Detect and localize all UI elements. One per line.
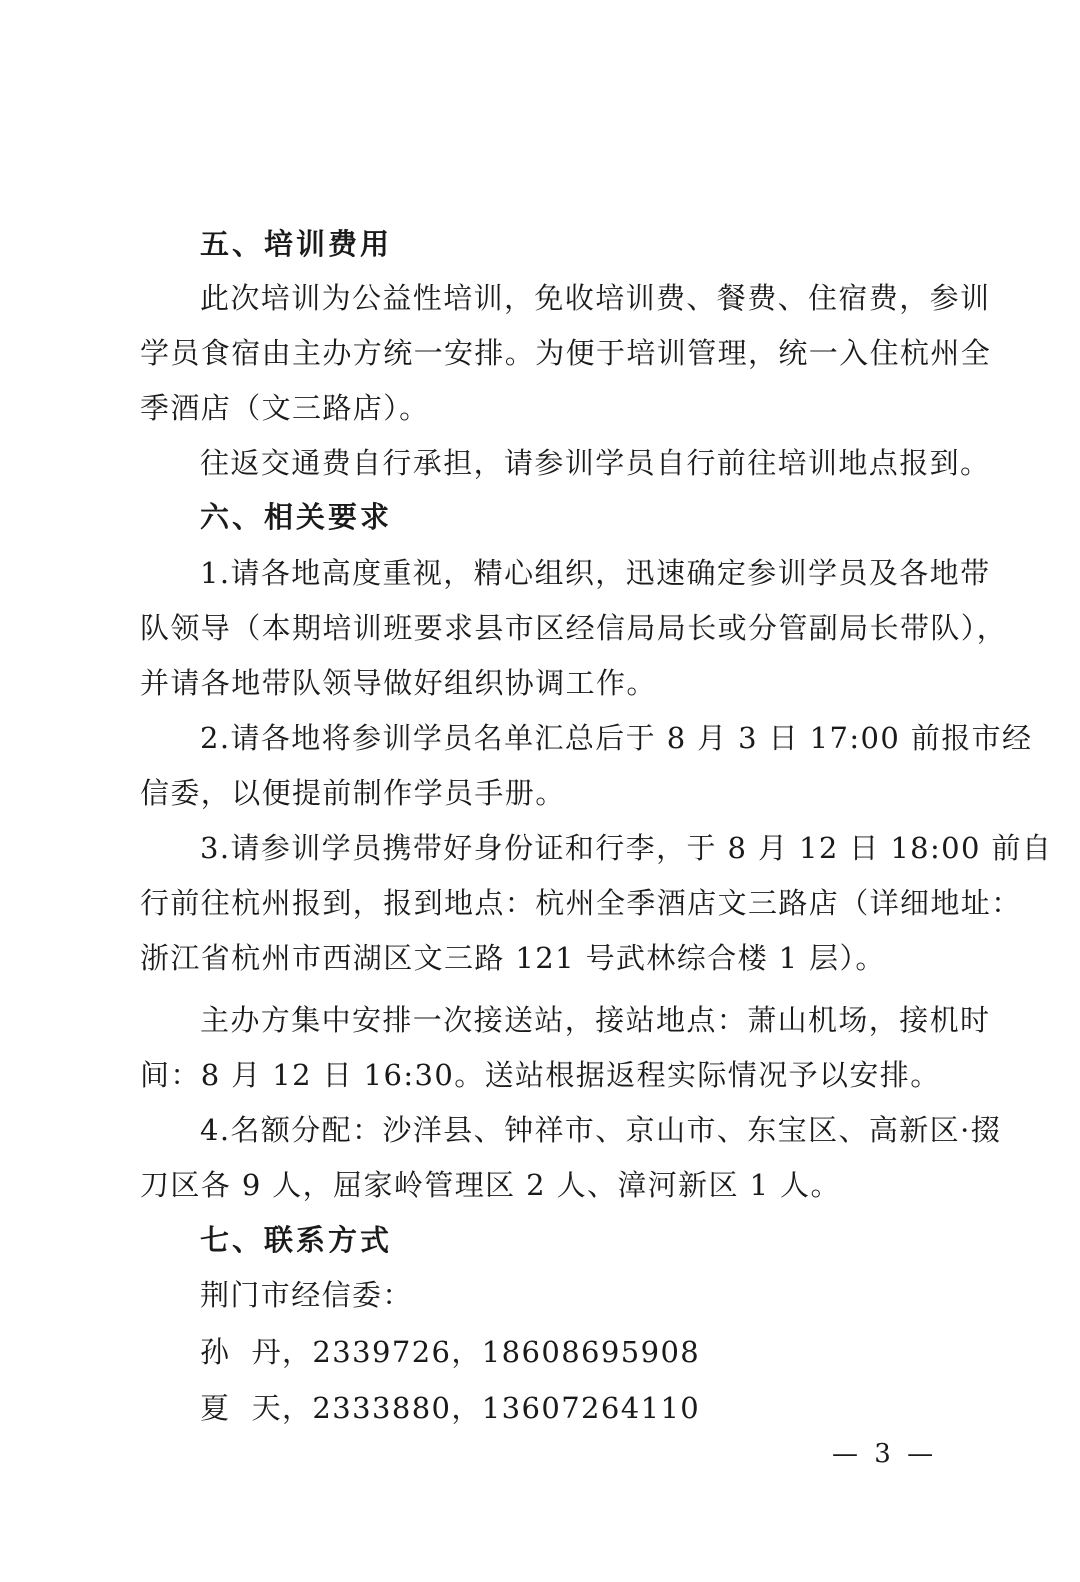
section-5-heading: 五、培训费用 (200, 227, 393, 261)
section-6-item-3-line-1: 3.请参训学员携带好身份证和行李，于 8 月 12 日 18:00 前自 (200, 831, 1053, 865)
section-6-item-3-line-3: 浙江省杭州市西湖区文三路 121 号武林综合楼 1 层）。 (140, 941, 886, 975)
section-6-pickup-line-1: 主办方集中安排一次接送站，接站地点：萧山机场，接机时 (200, 1003, 991, 1037)
section-5-p2-line-1: 往返交通费自行承担，请参训学员自行前往培训地点报到。 (200, 446, 991, 480)
section-5-p1-line-1: 此次培训为公益性培训，免收培训费、餐费、住宿费，参训 (200, 281, 991, 315)
section-6-item-2-line-1: 2.请各地将参训学员名单汇总后于 8 月 3 日 17:00 前报市经 (200, 721, 1033, 755)
section-6-item-1-line-3: 并请各地带队领导做好组织协调工作。 (140, 666, 657, 700)
section-6-item-3-line-2: 行前往杭州报到，报到地点：杭州全季酒店文三路店（详细地址： (140, 886, 1022, 920)
section-6-item-1-line-1: 1.请各地高度重视，精心组织，迅速确定参训学员及各地带 (200, 556, 991, 590)
section-6-item-4-line-2: 刀区各 9 人，屈家岭管理区 2 人、漳河新区 1 人。 (140, 1168, 841, 1202)
section-6-heading: 六、相关要求 (200, 500, 393, 534)
contact-line-1: 孙 丹，2339726，18608695908 (200, 1335, 701, 1369)
section-6-item-1-line-2: 队领导（本期培训班要求县市区经信局局长或分管副局长带队）， (140, 611, 1008, 645)
section-6-pickup-line-2: 间：8 月 12 日 16:30。送站根据返程实际情况予以安排。 (140, 1058, 941, 1092)
contact-organization: 荆门市经信委： (200, 1278, 413, 1312)
page-number: — 3 — (832, 1439, 938, 1469)
section-5-p1-line-2: 学员食宿由主办方统一安排。为便于培训管理，统一入住杭州全 (140, 336, 992, 370)
section-5-p1-line-3: 季酒店（文三路店）。 (140, 391, 430, 425)
section-6-item-4-line-1: 4.名额分配：沙洋县、钟祥市、京山市、东宝区、高新区·掇 (200, 1113, 1002, 1147)
section-7-heading: 七、联系方式 (200, 1223, 393, 1257)
contact-line-2: 夏 天，2333880，13607264110 (200, 1391, 701, 1425)
section-6-item-2-line-2: 信委，以便提前制作学员手册。 (140, 776, 566, 810)
